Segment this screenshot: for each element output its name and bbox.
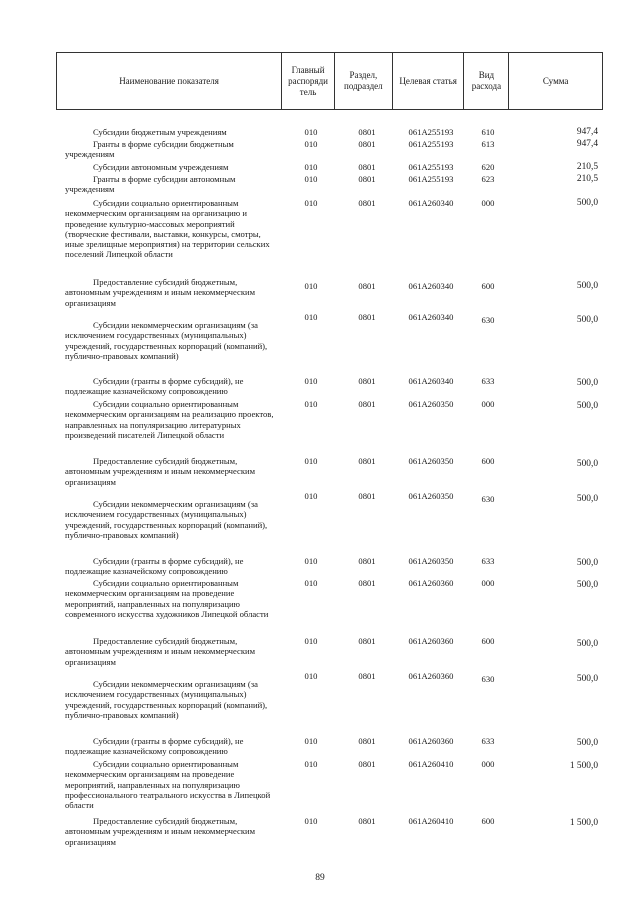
page-number: 89 bbox=[315, 873, 325, 883]
row-type: 630 bbox=[481, 674, 495, 684]
row-target: 061A255193 bbox=[408, 139, 454, 149]
row-chief: 010 bbox=[304, 399, 318, 409]
row-name: Субсидии некоммерческим организациям (за исключением государственных (муниципальных) учреждений, государственных корпораций (компаний), публично-правовых компаний) bbox=[65, 499, 268, 540]
row-type: 610 bbox=[481, 127, 495, 137]
row-section: 0801 bbox=[358, 636, 376, 646]
row-section: 0801 bbox=[358, 578, 376, 588]
row-target: 061A255193 bbox=[408, 127, 454, 137]
row-target: 061A260340 bbox=[408, 376, 454, 386]
row-sum: 500,0 bbox=[576, 580, 598, 590]
row-type: 633 bbox=[481, 376, 495, 386]
row-section: 0801 bbox=[358, 139, 376, 149]
row-target: 061A260350 bbox=[408, 456, 454, 466]
row-sum: 210,5 bbox=[576, 174, 598, 184]
row-section: 0801 bbox=[358, 456, 376, 466]
row-section: 0801 bbox=[358, 312, 376, 322]
row-section: 0801 bbox=[358, 491, 376, 501]
row-type: 620 bbox=[481, 162, 495, 172]
row-chief: 010 bbox=[304, 198, 318, 208]
row-section: 0801 bbox=[358, 174, 376, 184]
row-type: 000 bbox=[481, 759, 495, 769]
header-name: Наименование показателя bbox=[57, 53, 282, 109]
row-target: 061A260350 bbox=[408, 556, 454, 566]
row-sum: 500,0 bbox=[576, 738, 598, 748]
row-chief: 010 bbox=[304, 671, 318, 681]
row-type: 633 bbox=[481, 556, 495, 566]
row-name: Субсидии социально ориентированным некоммерческим организациям на проведение мероприятий, направленных на популяризацию современного искусства художников Липецкой области bbox=[65, 578, 269, 619]
row-name: Субсидии социально ориентированным некоммерческим организациям на организацию и проведение культурно-массовых мероприятий (творческие фестивали, выставки, конкурсы, смотры, иные зрелищные мероприятия) на территории сельских поселений Липецкой области bbox=[65, 198, 270, 260]
row-type: 600 bbox=[481, 456, 495, 466]
row-name: Субсидии автономным учреждениям bbox=[93, 162, 229, 172]
row-section: 0801 bbox=[358, 759, 376, 769]
row-target: 061A255193 bbox=[408, 162, 454, 172]
row-name: Предоставление субсидий бюджетным, автономным учреждениям и иным некоммерческим организациям bbox=[65, 636, 256, 667]
header-chief: Главный распоряди тель bbox=[282, 53, 335, 109]
row-target: 061A260360 bbox=[408, 578, 454, 588]
row-type: 633 bbox=[481, 736, 495, 746]
row-type: 000 bbox=[481, 578, 495, 588]
row-chief: 010 bbox=[304, 578, 318, 588]
row-chief: 010 bbox=[304, 491, 318, 501]
row-chief: 010 bbox=[304, 759, 318, 769]
row-name: Субсидии некоммерческим организациям (за исключением государственных (муниципальных) учреждений, государственных корпораций (компаний), публично-правовых компаний) bbox=[65, 679, 268, 720]
row-name: Субсидии некоммерческим организациям (за исключением государственных (муниципальных) учреждений, государственных корпораций (компаний), публично-правовых компаний) bbox=[65, 320, 268, 361]
row-sum: 500,0 bbox=[576, 198, 598, 208]
row-section: 0801 bbox=[358, 376, 376, 386]
row-chief: 010 bbox=[304, 162, 318, 172]
row-target: 061A260360 bbox=[408, 636, 454, 646]
row-chief: 010 bbox=[304, 139, 318, 149]
row-sum: 500,0 bbox=[576, 639, 598, 649]
row-target: 061A260340 bbox=[408, 312, 454, 322]
row-target: 061A260360 bbox=[408, 736, 454, 746]
row-name: Гранты в форме субсидии бюджетным учреждениям bbox=[65, 139, 234, 160]
header-sum: Сумма bbox=[542, 75, 569, 86]
row-name: Субсидии социально ориентированным некоммерческим организациям на реализацию проектов, направленных на популяризацию литературных произведений писателей Липецкой области bbox=[65, 399, 274, 440]
row-sum: 500,0 bbox=[576, 401, 598, 411]
row-type: 000 bbox=[481, 399, 495, 409]
row-chief: 010 bbox=[304, 556, 318, 566]
row-type: 630 bbox=[481, 494, 495, 504]
row-section: 0801 bbox=[358, 671, 376, 681]
row-sum: 1 500,0 bbox=[569, 818, 598, 828]
row-type: 600 bbox=[481, 816, 495, 826]
row-sum: 947,4 bbox=[576, 139, 598, 149]
row-section: 0801 bbox=[358, 162, 376, 172]
row-target: 061A255193 bbox=[408, 174, 454, 184]
row-section: 0801 bbox=[358, 198, 376, 208]
row-section: 0801 bbox=[358, 736, 376, 746]
row-name: Гранты в форме субсидии автономным учреждениям bbox=[65, 174, 236, 195]
row-sum: 500,0 bbox=[576, 378, 598, 388]
row-target: 061A260410 bbox=[408, 759, 454, 769]
row-target: 061A260350 bbox=[408, 491, 454, 501]
row-type: 623 bbox=[481, 174, 495, 184]
row-target: 061A260350 bbox=[408, 399, 454, 409]
row-sum: 1 500,0 bbox=[569, 761, 598, 771]
row-name: Субсидии (гранты в форме субсидий), не подлежащие казначейскому сопровождению bbox=[65, 736, 244, 757]
row-name: Субсидии (гранты в форме субсидий), не подлежащие казначейскому сопровождению bbox=[65, 376, 244, 397]
row-section: 0801 bbox=[358, 127, 376, 137]
row-name: Субсидии (гранты в форме субсидий), не подлежащие казначейскому сопровождению bbox=[65, 556, 244, 577]
row-type: 000 bbox=[481, 198, 495, 208]
row-sum: 500,0 bbox=[576, 558, 598, 568]
row-type: 630 bbox=[481, 315, 495, 325]
row-target: 061A260340 bbox=[408, 198, 454, 208]
row-type: 600 bbox=[481, 636, 495, 646]
row-chief: 010 bbox=[304, 816, 318, 826]
row-target: 061A260360 bbox=[408, 671, 454, 681]
row-type: 600 bbox=[481, 281, 495, 291]
row-name: Субсидии социально ориентированным некоммерческим организациям на проведение мероприятий, направленных на популяризацию профессионального театрального искусства в Липецкой области bbox=[65, 759, 271, 811]
header-section: Раздел, подраздел bbox=[335, 53, 393, 109]
row-chief: 010 bbox=[304, 636, 318, 646]
row-sum: 210,5 bbox=[576, 162, 598, 172]
row-section: 0801 bbox=[358, 556, 376, 566]
row-chief: 010 bbox=[304, 174, 318, 184]
header-target: Целевая статья bbox=[393, 53, 465, 109]
row-type: 613 bbox=[481, 139, 495, 149]
row-sum: 500,0 bbox=[576, 281, 598, 291]
row-section: 0801 bbox=[358, 816, 376, 826]
row-target: 061A260340 bbox=[408, 281, 454, 291]
row-sum: 947,4 bbox=[576, 127, 598, 137]
row-name: Предоставление субсидий бюджетным, автономным учреждениям и иным некоммерческим организациям bbox=[65, 277, 256, 308]
row-section: 0801 bbox=[358, 281, 376, 291]
row-sum: 500,0 bbox=[576, 315, 598, 325]
row-name: Предоставление субсидий бюджетным, автономным учреждениям и иным некоммерческим организациям bbox=[65, 816, 256, 847]
row-section: 0801 bbox=[358, 399, 376, 409]
header-type: Вид расхода bbox=[464, 53, 509, 109]
row-chief: 010 bbox=[304, 127, 318, 137]
row-chief: 010 bbox=[304, 456, 318, 466]
row-name: Субсидии бюджетным учреждениям bbox=[93, 127, 227, 137]
row-sum: 500,0 bbox=[576, 459, 598, 469]
row-chief: 010 bbox=[304, 281, 318, 291]
row-sum: 500,0 bbox=[576, 494, 598, 504]
row-name: Предоставление субсидий бюджетным, автономным учреждениям и иным некоммерческим организациям bbox=[65, 456, 256, 487]
row-chief: 010 bbox=[304, 736, 318, 746]
row-target: 061A260410 bbox=[408, 816, 454, 826]
table-header bbox=[56, 52, 603, 110]
row-chief: 010 bbox=[304, 376, 318, 386]
row-chief: 010 bbox=[304, 312, 318, 322]
row-sum: 500,0 bbox=[576, 674, 598, 684]
